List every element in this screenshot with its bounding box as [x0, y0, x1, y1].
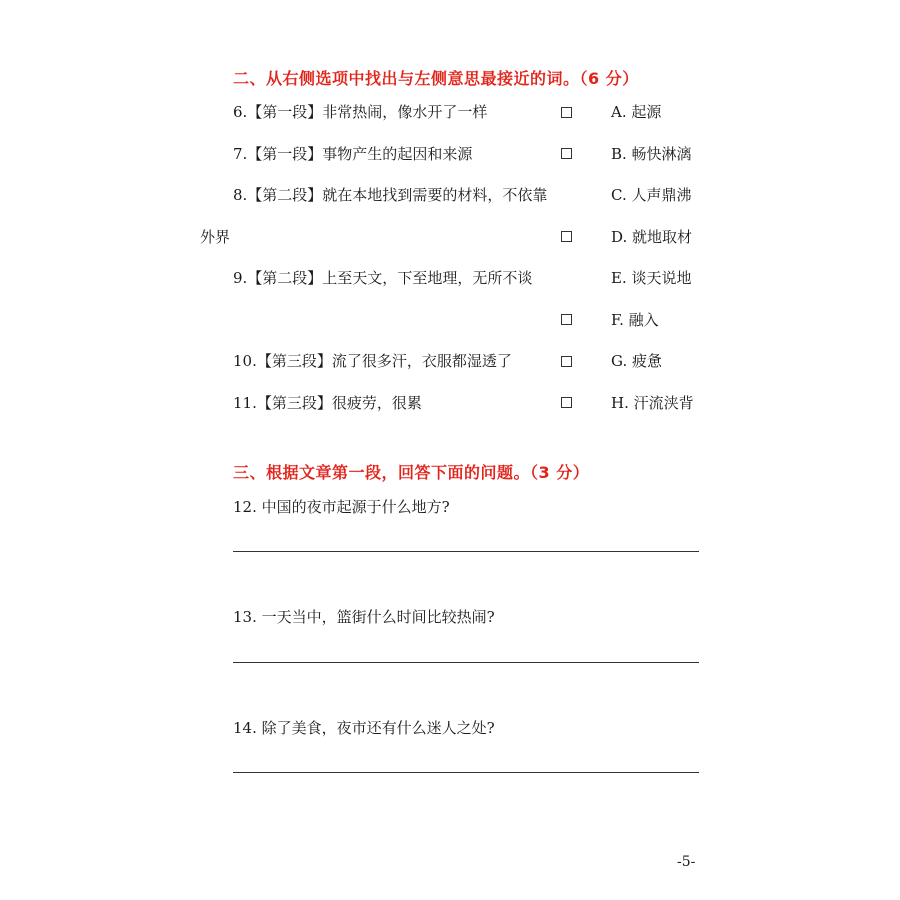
option-c: C. 人声鼎沸 [611, 186, 692, 204]
question-10: 10.【第三段】流了很多汗，衣服都湿透了 [233, 352, 512, 370]
option-d: D. 就地取材 [611, 228, 693, 246]
section-2-heading: 二、从右侧选项中找出与左侧意思最接近的词。（6 分） [233, 69, 639, 88]
option-a: A. 起源 [611, 103, 662, 121]
answer-box-11[interactable] [561, 397, 572, 408]
question-11: 11.【第三段】很疲劳，很累 [233, 394, 422, 412]
page-number: -5- [677, 854, 696, 870]
option-f: F. 融入 [611, 311, 659, 329]
question-14: 14. 除了美食，夜市还有什么迷人之处? [233, 719, 495, 737]
answer-line-12[interactable] [233, 551, 699, 552]
option-e: E. 谈天说地 [611, 269, 692, 287]
question-13: 13. 一天当中，篮街什么时间比较热闹? [233, 608, 495, 626]
answer-line-13[interactable] [233, 662, 699, 663]
question-6: 6.【第一段】非常热闹，像水开了一样 [233, 103, 488, 121]
answer-box-9[interactable] [561, 314, 572, 325]
question-7: 7.【第一段】事物产生的起因和来源 [233, 145, 473, 163]
answer-box-8[interactable] [561, 231, 572, 242]
section-3-heading: 三、根据文章第一段，回答下面的问题。（3 分） [233, 463, 590, 482]
question-12: 12. 中国的夜市起源于什么地方? [233, 498, 450, 516]
question-8: 8.【第二段】就在本地找到需要的材料，不依靠 [233, 186, 548, 204]
answer-box-7[interactable] [561, 148, 572, 159]
question-9: 9.【第二段】上至天文，下至地理，无所不谈 [233, 269, 533, 287]
option-h: H. 汗流浃背 [611, 394, 694, 412]
answer-line-14[interactable] [233, 772, 699, 773]
option-b: B. 畅快淋漓 [611, 145, 692, 163]
answer-box-6[interactable] [561, 107, 572, 118]
option-g: G. 疲惫 [611, 352, 662, 370]
question-8-continuation: 外界 [200, 228, 231, 246]
answer-box-10[interactable] [561, 356, 572, 367]
